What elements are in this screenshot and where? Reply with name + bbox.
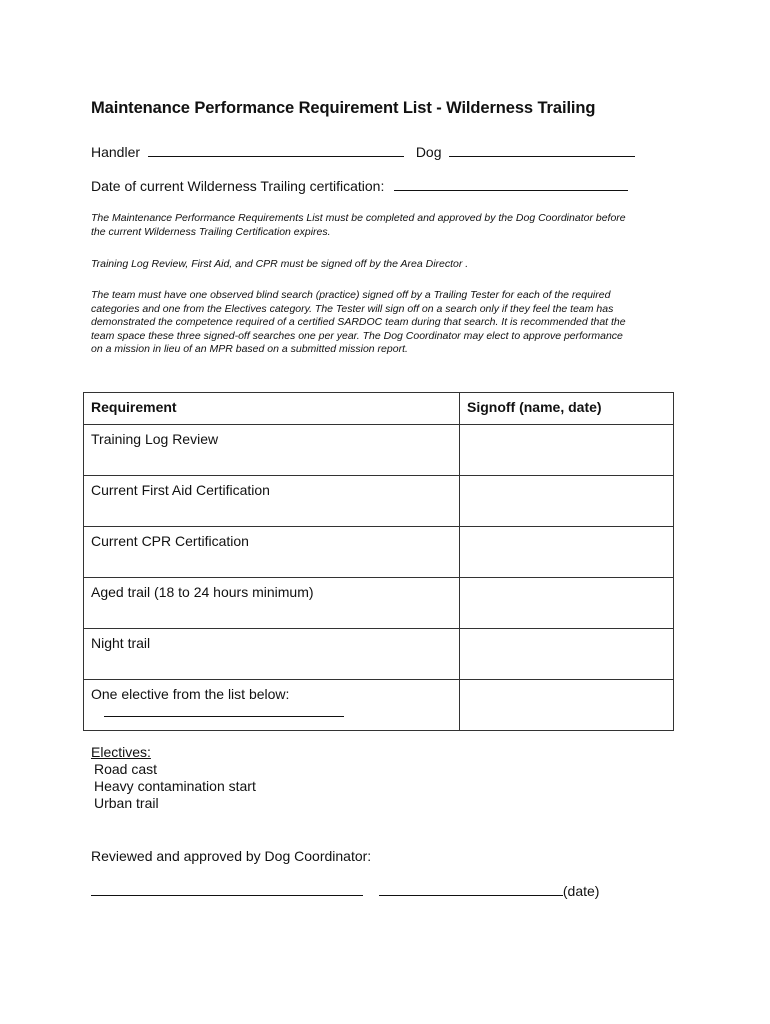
requirement-cell: Night trail	[84, 629, 460, 680]
cert-date-field[interactable]	[394, 178, 628, 191]
requirement-cell: Current First Aid Certification	[84, 476, 460, 527]
signoff-cell[interactable]	[460, 476, 674, 527]
requirement-header: Requirement	[84, 393, 460, 425]
cert-date-label: Date of current Wilderness Trailing certification:	[91, 178, 385, 194]
table-row	[84, 527, 674, 578]
para-line: The team must have one observed blind search (practice) signed off by a Trailing Tester for each of the required	[91, 289, 611, 301]
table-row	[84, 680, 674, 731]
signoff-cell[interactable]	[460, 680, 674, 731]
requirement-cell: Training Log Review	[84, 425, 460, 476]
handler-field[interactable]	[148, 144, 404, 157]
requirement-cell: Aged trail (18 to 24 hours minimum)	[84, 578, 460, 629]
handler-label: Handler	[91, 144, 141, 160]
signature-date-field[interactable]	[379, 883, 563, 896]
para-line: the current Wilderness Trailing Certification expires.	[91, 225, 331, 238]
handler-dog-line	[91, 144, 635, 160]
list-item: Urban trail	[94, 795, 159, 811]
para-line: team space these three signed-off searches one per year. The Dog Coordinator may elect to approve performance	[91, 329, 623, 342]
signoff-cell[interactable]	[460, 527, 674, 578]
page-title: Maintenance Performance Requirement List - Wilderness Trailing	[91, 99, 596, 117]
signoff-cell[interactable]	[460, 629, 674, 680]
table-row	[84, 425, 674, 476]
electives-heading: Electives:	[91, 744, 151, 760]
para-line: on a mission in lieu of an MPR based on a submitted mission report.	[91, 343, 408, 356]
table-row	[84, 476, 674, 527]
requirements-table	[83, 392, 674, 731]
signoff-cell[interactable]	[460, 425, 674, 476]
coordinator-signature-field[interactable]	[91, 883, 363, 896]
list-item: Heavy contamination start	[94, 778, 256, 794]
electives-list	[91, 744, 256, 812]
table-row	[84, 629, 674, 680]
elective-choice-field[interactable]	[104, 706, 344, 717]
list-item: Road cast	[94, 761, 158, 777]
requirement-cell: Current CPR Certification	[84, 527, 460, 578]
cert-date-line	[91, 178, 628, 194]
para-line: demonstrated the competence required of a certified SARDOC team during that search. It is recommended that the	[91, 316, 626, 329]
date-label: (date)	[562, 883, 600, 899]
search-instructions	[91, 289, 681, 357]
signoff-instructions	[91, 258, 681, 272]
requirement-cell	[84, 680, 460, 731]
table-row	[84, 578, 674, 629]
dog-label: Dog	[415, 144, 442, 160]
signature-line	[91, 883, 599, 899]
signoff-header: Signoff (name, date)	[460, 393, 674, 425]
signoff-cell[interactable]	[460, 578, 674, 629]
elective-row-label: One elective from the list below:	[91, 686, 290, 702]
dog-field[interactable]	[449, 144, 635, 157]
table-header-row	[84, 393, 674, 425]
completion-instructions	[91, 212, 681, 239]
para-line: categories and one from the Electives category. The Tester will sign off on a search only if they feel the team has	[91, 302, 614, 315]
para-line: The Maintenance Performance Requirements List must be completed and approved by the Dog Coordinator before	[91, 212, 626, 224]
reviewed-label: Reviewed and approved by Dog Coordinator:	[91, 848, 372, 864]
para-line: Training Log Review, First Aid, and CPR must be signed off by the Area Director .	[91, 258, 469, 270]
